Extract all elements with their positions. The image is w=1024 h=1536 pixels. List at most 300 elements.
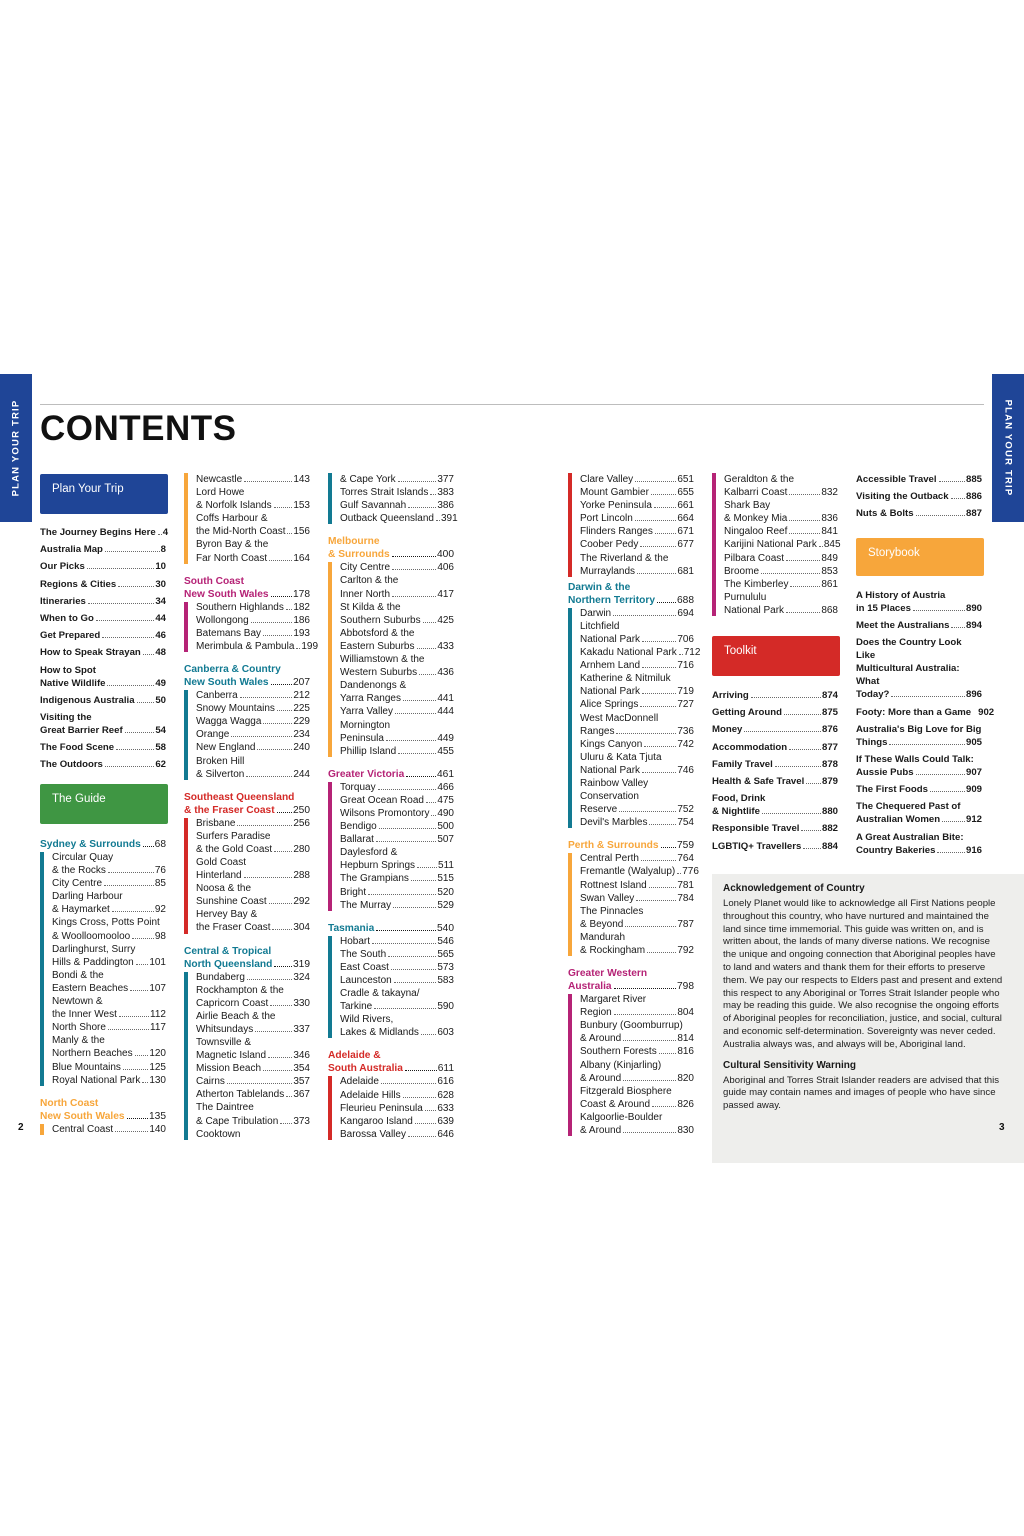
toc-entry[interactable]: [340, 899, 454, 912]
toc-entry[interactable]: [196, 1075, 310, 1088]
toc-entry[interactable]: [340, 1075, 454, 1088]
toc-entry[interactable]: [196, 741, 310, 754]
section-heading[interactable]: [184, 791, 310, 817]
toc-entry[interactable]: [40, 612, 166, 625]
toc-entry[interactable]: [580, 525, 694, 538]
toc-entry[interactable]: [40, 741, 166, 754]
toc-entry[interactable]: [40, 664, 166, 690]
toc-entry-label: Magnetic Island: [196, 1050, 267, 1062]
toc-entry[interactable]: [580, 499, 694, 512]
toc-entry-label: & Around: [580, 1125, 622, 1137]
toc-entry[interactable]: [40, 629, 166, 642]
section-heading-page: 319: [293, 958, 310, 970]
toc-entry[interactable]: [856, 723, 982, 749]
toc-entry[interactable]: [856, 619, 982, 632]
toc-entry-page: 156: [293, 526, 310, 538]
toc-entry[interactable]: [724, 552, 838, 565]
toc-entry[interactable]: [724, 538, 841, 551]
toc-entry[interactable]: [724, 578, 838, 591]
toc-entry[interactable]: [40, 578, 166, 591]
toc-entry-label: Karijini National Park: [724, 539, 817, 551]
toc-entry-line: The Pinnacles: [580, 905, 644, 917]
toc-entry[interactable]: [196, 856, 310, 882]
toc-entry[interactable]: [340, 499, 454, 512]
toc-entry[interactable]: [580, 538, 694, 551]
toc-entry-page: 500: [437, 821, 454, 833]
page-number-right: 3: [999, 1122, 1005, 1133]
toc-entry[interactable]: [52, 1074, 166, 1087]
toc-entry-row: [40, 694, 166, 707]
toc-entry-label: Inner North: [340, 588, 391, 600]
toc-entry-page: 10: [155, 561, 166, 573]
toc-entry[interactable]: [52, 1061, 166, 1074]
toc-entry-line: Dandenongs &: [340, 680, 407, 692]
toc-entry[interactable]: [856, 706, 995, 719]
toc-entry-line: Broken Hill: [196, 755, 245, 767]
toc-entry[interactable]: [712, 822, 838, 835]
toc-entry-line: Darlinghurst, Surry: [52, 943, 136, 955]
leader-dots: [271, 596, 292, 597]
toc-entry[interactable]: [340, 1128, 454, 1141]
toc-entry[interactable]: [580, 552, 694, 578]
section-entries: [184, 689, 310, 781]
leader-dots: [231, 736, 292, 737]
toc-entry[interactable]: [340, 561, 454, 574]
toc-entry[interactable]: [196, 640, 319, 653]
toc-entry-page: 820: [677, 1072, 694, 1084]
toc-entry[interactable]: [52, 943, 166, 969]
toc-entry-row: [340, 1026, 454, 1039]
toc-entry-line: Visiting the: [40, 711, 92, 723]
toc-entry-row: [196, 817, 310, 830]
toc-entry[interactable]: [340, 872, 454, 885]
toc-entry[interactable]: [196, 1101, 310, 1127]
toc-entry-row: [52, 982, 166, 995]
toc-entry-page: 784: [677, 892, 694, 904]
toc-entry-row: [40, 677, 166, 690]
section-heading[interactable]: [568, 839, 694, 852]
toc-entry[interactable]: [196, 830, 310, 856]
toc-entry[interactable]: [340, 781, 454, 794]
toc-entry-row: [856, 844, 982, 857]
toc-entry[interactable]: [40, 711, 166, 737]
toc-entry[interactable]: [856, 473, 982, 486]
section-entries: [712, 473, 841, 617]
toc-entry-row: [196, 869, 310, 882]
toc-entry-page: 164: [293, 552, 310, 564]
toc-entry-row: [52, 1061, 166, 1074]
leader-dots: [775, 766, 821, 767]
toc-entry-row: [340, 1075, 454, 1088]
leader-dots: [790, 586, 820, 587]
toc-entry-label: Things: [856, 736, 888, 748]
toc-entry[interactable]: [712, 792, 838, 818]
toc-entry[interactable]: [340, 627, 454, 653]
toc-entry[interactable]: [40, 694, 166, 707]
toc-entry[interactable]: [52, 1021, 166, 1034]
toc-entry[interactable]: [580, 879, 694, 892]
toc-entry-label: Get Prepared: [40, 630, 101, 642]
toc-entry[interactable]: [856, 490, 982, 503]
toc-entry[interactable]: [724, 525, 838, 538]
toc-entry-page: 511: [438, 860, 454, 872]
toc-entry[interactable]: [40, 526, 169, 539]
toc-entry-page: 565: [437, 948, 454, 960]
toc-entry-label: Port Lincoln: [580, 513, 633, 525]
toc-entry[interactable]: [580, 646, 701, 659]
leader-dots: [398, 481, 437, 482]
toc-entry-page: 288: [293, 870, 310, 882]
toc-entry-page: 225: [293, 703, 310, 715]
toc-entry-page: 727: [677, 699, 694, 711]
toc-entry-line: Mornington: [340, 719, 391, 731]
toc-entry[interactable]: [196, 728, 310, 741]
toc-entry[interactable]: [724, 591, 838, 617]
toc-entry-label: Itineraries: [40, 595, 86, 607]
toc-entry[interactable]: [340, 705, 454, 718]
section-heading[interactable]: [328, 535, 454, 561]
toc-entry[interactable]: [40, 646, 166, 659]
toc-entry[interactable]: [340, 745, 454, 758]
toc-entry[interactable]: [580, 816, 694, 829]
section-heading[interactable]: [328, 922, 454, 935]
toc-entry[interactable]: [580, 620, 694, 646]
toc-entry-row: [40, 724, 166, 737]
toc-entry[interactable]: [196, 538, 310, 564]
toc-entry-page: 890: [965, 603, 982, 614]
toc-entry-row: [196, 1023, 310, 1036]
toc-entry[interactable]: [52, 851, 166, 877]
plan-your-trip-list: [40, 526, 169, 775]
toc-entry[interactable]: [340, 486, 454, 499]
toc-entry[interactable]: [40, 543, 166, 556]
toc-entry[interactable]: [196, 755, 310, 781]
toc-entry[interactable]: [52, 916, 166, 942]
toc-entry[interactable]: [580, 738, 694, 751]
toc-entry-page: 878: [821, 758, 838, 770]
toc-entry-row: [856, 813, 982, 826]
toc-entry[interactable]: [580, 1045, 694, 1058]
toc-entry-page: 346: [293, 1050, 310, 1062]
toc-entry[interactable]: [856, 589, 982, 615]
side-tab-left[interactable]: [0, 374, 32, 522]
section-se-qld: [184, 791, 310, 935]
toc-entry[interactable]: [196, 512, 310, 538]
section-heading[interactable]: [40, 1097, 166, 1123]
leader-dots: [368, 894, 436, 895]
toc-entry[interactable]: [580, 1111, 694, 1137]
toc-entry-label: & Monkey Mia: [724, 513, 788, 525]
leader-dots: [227, 1083, 292, 1084]
toc-entry[interactable]: [196, 1128, 310, 1141]
toc-entry-page: 455: [437, 745, 454, 757]
section-heading-line: Darwin & the: [568, 581, 631, 593]
leader-dots: [403, 700, 436, 701]
toc-entry-row: [340, 512, 458, 525]
section-heading-label: North Queensland: [184, 958, 273, 970]
section-western-cont: [712, 473, 841, 617]
toc-entry[interactable]: [196, 473, 310, 486]
toc-entry-row: [40, 612, 166, 625]
toc-entry[interactable]: [580, 905, 694, 931]
toc-entry[interactable]: [196, 882, 310, 908]
leader-dots: [237, 825, 292, 826]
leader-dots: [937, 852, 965, 853]
toc-entry[interactable]: [196, 689, 310, 702]
toc-entry[interactable]: [340, 574, 454, 600]
toc-entry-line: Bunbury (Goomburrup): [580, 1020, 683, 1032]
toc-entry[interactable]: [340, 948, 454, 961]
toc-entry-page: 449: [437, 732, 454, 744]
leader-dots: [123, 1069, 148, 1070]
toc-entry[interactable]: [340, 974, 454, 987]
toc-entry-page: 520: [437, 886, 454, 898]
toc-entry-label: Accommodation: [712, 741, 788, 753]
toc-entry[interactable]: [196, 984, 310, 1010]
section-heading[interactable]: [568, 581, 694, 607]
toc-entry-page: 44: [155, 612, 166, 624]
toc-entry-page: 143: [293, 474, 310, 485]
toc-entry[interactable]: [196, 486, 310, 512]
section-adelaide-cont: [568, 473, 694, 578]
toc-entry[interactable]: [856, 783, 982, 796]
toc-entry-page: 694: [677, 607, 694, 619]
toc-entry-line: Daylesford &: [340, 847, 398, 859]
section-heading[interactable]: [328, 1049, 454, 1075]
section-heading[interactable]: [40, 838, 166, 851]
leader-dots: [642, 693, 676, 694]
the-guide-box: [40, 784, 168, 824]
toc-entry[interactable]: [580, 672, 694, 698]
toc-entry[interactable]: [580, 512, 694, 525]
section-heading[interactable]: [184, 575, 310, 601]
section-heading[interactable]: [184, 663, 310, 689]
leader-dots: [789, 749, 821, 750]
toc-entry-page: 383: [437, 487, 454, 499]
toc-entry-row: [580, 1072, 694, 1085]
toc-entry[interactable]: [712, 840, 838, 853]
toc-entry-page: 880: [821, 806, 838, 818]
toc-entry[interactable]: [340, 1013, 454, 1039]
toc-entry[interactable]: [580, 993, 694, 1019]
toc-entry[interactable]: [580, 892, 694, 905]
toc-entry[interactable]: [340, 1115, 454, 1128]
toc-entry[interactable]: [712, 758, 838, 771]
toc-entry[interactable]: [580, 865, 699, 878]
toc-entry-page: 490: [437, 807, 454, 819]
toc-entry[interactable]: [196, 627, 310, 640]
toc-entry-page: 764: [677, 853, 694, 865]
toc-entry-row: [340, 974, 454, 987]
toc-entry[interactable]: [340, 1102, 454, 1115]
section-entries: [184, 971, 310, 1141]
toc-entry-page: 425: [437, 614, 454, 626]
toc-entry-page: 905: [965, 736, 982, 748]
contents-column-1: [40, 838, 166, 1136]
toc-entry-label: Wollongong: [196, 614, 249, 626]
toc-entry[interactable]: [340, 846, 454, 872]
toc-entry[interactable]: [580, 751, 694, 777]
toc-entry-page: 746: [677, 764, 694, 776]
toc-entry-row: [580, 816, 694, 829]
section-heading-label: New South Wales: [184, 588, 269, 600]
section-heading[interactable]: [184, 945, 310, 971]
toc-entry[interactable]: [580, 1085, 694, 1111]
leader-dots: [263, 635, 292, 636]
toc-entry-page: 902: [978, 706, 995, 718]
leader-dots: [421, 1034, 436, 1035]
leader-dots: [916, 515, 965, 516]
section-heading-row: [184, 588, 310, 601]
toc-entry-page: 354: [293, 1063, 310, 1075]
toc-entry-row: [580, 879, 694, 892]
toc-entry[interactable]: [712, 723, 838, 736]
toc-entry[interactable]: [712, 689, 838, 702]
toc-entry[interactable]: [52, 1034, 166, 1060]
toc-entry[interactable]: [40, 560, 166, 573]
toc-entry-label: New England: [196, 742, 256, 754]
toc-entry-label: Central Coast: [52, 1123, 114, 1135]
toc-entry-label: Kangaroo Island: [340, 1115, 413, 1127]
toc-entry-label: The Grampians: [340, 873, 409, 885]
toc-entry[interactable]: [580, 659, 694, 672]
toc-entry[interactable]: [52, 890, 166, 916]
toc-entry[interactable]: [196, 908, 310, 934]
leader-dots: [417, 867, 437, 868]
toc-entry-page: 655: [677, 487, 694, 499]
toc-entry[interactable]: [196, 1062, 310, 1075]
toc-entry-row: [856, 507, 982, 520]
toc-entry-row: [724, 578, 838, 591]
toc-entry[interactable]: [856, 636, 982, 701]
section-heading-label: New South Wales: [184, 677, 269, 689]
toc-entry-label: The Kimberley: [724, 578, 789, 590]
section-heading[interactable]: [328, 768, 454, 781]
leader-dots: [408, 507, 436, 508]
toc-entry-row: [40, 595, 166, 608]
toc-entry-row: [340, 588, 454, 601]
toc-entry[interactable]: [196, 614, 310, 627]
toc-entry[interactable]: [40, 758, 166, 771]
toc-entry[interactable]: [340, 794, 454, 807]
toc-entry[interactable]: [856, 753, 982, 779]
toc-entry[interactable]: [580, 473, 694, 486]
toc-entry-label: Clare Valley: [580, 474, 634, 485]
toc-entry-row: [580, 538, 694, 551]
toc-entry-label: Orange: [196, 729, 230, 741]
toc-entry-page: 337: [293, 1023, 310, 1035]
toc-entry[interactable]: [724, 473, 838, 499]
toc-entry[interactable]: [196, 817, 310, 830]
section-heading-page: 798: [677, 981, 694, 993]
toc-entry-page: 712: [683, 647, 701, 659]
toc-entry[interactable]: [196, 1010, 310, 1036]
toc-entry-page: 603: [437, 1027, 454, 1039]
toc-entry-label: Region: [580, 1007, 612, 1019]
toc-entry[interactable]: [196, 1088, 310, 1101]
toc-entry[interactable]: [340, 719, 454, 745]
leader-dots: [642, 641, 676, 642]
toc-entry[interactable]: [712, 775, 838, 788]
toc-entry-row: [52, 1074, 166, 1087]
toc-entry[interactable]: [340, 987, 454, 1013]
section-heading-line: Greater Western: [568, 968, 648, 980]
toc-entry[interactable]: [196, 971, 310, 984]
toc-entry-row: [340, 1128, 454, 1141]
toc-entry[interactable]: [856, 831, 982, 857]
toc-entry[interactable]: [580, 1059, 694, 1085]
toc-entry[interactable]: [724, 565, 838, 578]
toc-entry[interactable]: [340, 512, 458, 525]
section-heading[interactable]: [568, 967, 694, 993]
toc-entry[interactable]: [712, 706, 838, 719]
toc-entry-label: Aussie Pubs: [856, 766, 914, 778]
toc-entry[interactable]: [196, 702, 310, 715]
toc-entry-label: Brisbane: [196, 817, 236, 829]
toc-entry[interactable]: [52, 995, 166, 1021]
side-tab-right[interactable]: [992, 374, 1024, 522]
leader-dots: [96, 620, 155, 621]
toc-entry-page: 916: [965, 844, 982, 856]
toc-entry-label: & Rockingham: [580, 945, 646, 956]
toc-entry[interactable]: [580, 852, 694, 865]
toc-entry[interactable]: [340, 935, 454, 948]
toc-entry[interactable]: [52, 877, 166, 890]
toc-entry[interactable]: [580, 1019, 694, 1045]
toc-entry[interactable]: [52, 1123, 166, 1136]
toc-entry[interactable]: [580, 607, 694, 620]
toc-entry[interactable]: [580, 486, 694, 499]
toc-entry-page: 433: [437, 640, 454, 652]
toc-entry[interactable]: [340, 833, 454, 846]
toc-entry-line: Rockhampton & the: [196, 984, 284, 996]
toc-entry[interactable]: [196, 601, 310, 614]
toc-entry-label: Barossa Valley: [340, 1128, 406, 1140]
toc-entry[interactable]: [340, 473, 454, 486]
toc-entry[interactable]: [580, 931, 694, 957]
toc-entry[interactable]: [340, 653, 454, 679]
toc-entry-page: 868: [821, 604, 838, 616]
toc-entry[interactable]: [340, 1089, 454, 1102]
toc-entry[interactable]: [712, 741, 838, 754]
toc-entry[interactable]: [580, 777, 694, 816]
toc-entry[interactable]: [340, 679, 454, 705]
toc-entry-page: 616: [437, 1076, 454, 1088]
toc-entry-page: 706: [677, 633, 694, 645]
toc-entry[interactable]: [340, 820, 454, 833]
toc-entry[interactable]: [196, 1036, 310, 1062]
toc-entry-row: [52, 877, 166, 890]
toc-entry[interactable]: [40, 595, 166, 608]
toc-entry-row: [580, 852, 694, 865]
toc-entry[interactable]: [340, 886, 454, 899]
toc-entry-page: 646: [437, 1128, 454, 1140]
toc-entry[interactable]: [580, 712, 694, 738]
toc-entry-label: Southern Highlands: [196, 601, 284, 613]
toc-entry[interactable]: [724, 499, 838, 525]
toc-entry[interactable]: [340, 601, 454, 627]
toc-entry[interactable]: [340, 807, 454, 820]
toc-entry-page: 792: [677, 945, 694, 956]
toc-entry-line: Byron Bay & the: [196, 539, 269, 551]
toc-entry[interactable]: [856, 800, 982, 826]
toc-entry-label: Peninsula: [340, 732, 384, 744]
toc-entry[interactable]: [580, 698, 694, 711]
toc-entry[interactable]: [856, 507, 982, 520]
toc-entry[interactable]: [196, 715, 310, 728]
toc-entry[interactable]: [340, 961, 454, 974]
toc-entry[interactable]: [52, 969, 166, 995]
